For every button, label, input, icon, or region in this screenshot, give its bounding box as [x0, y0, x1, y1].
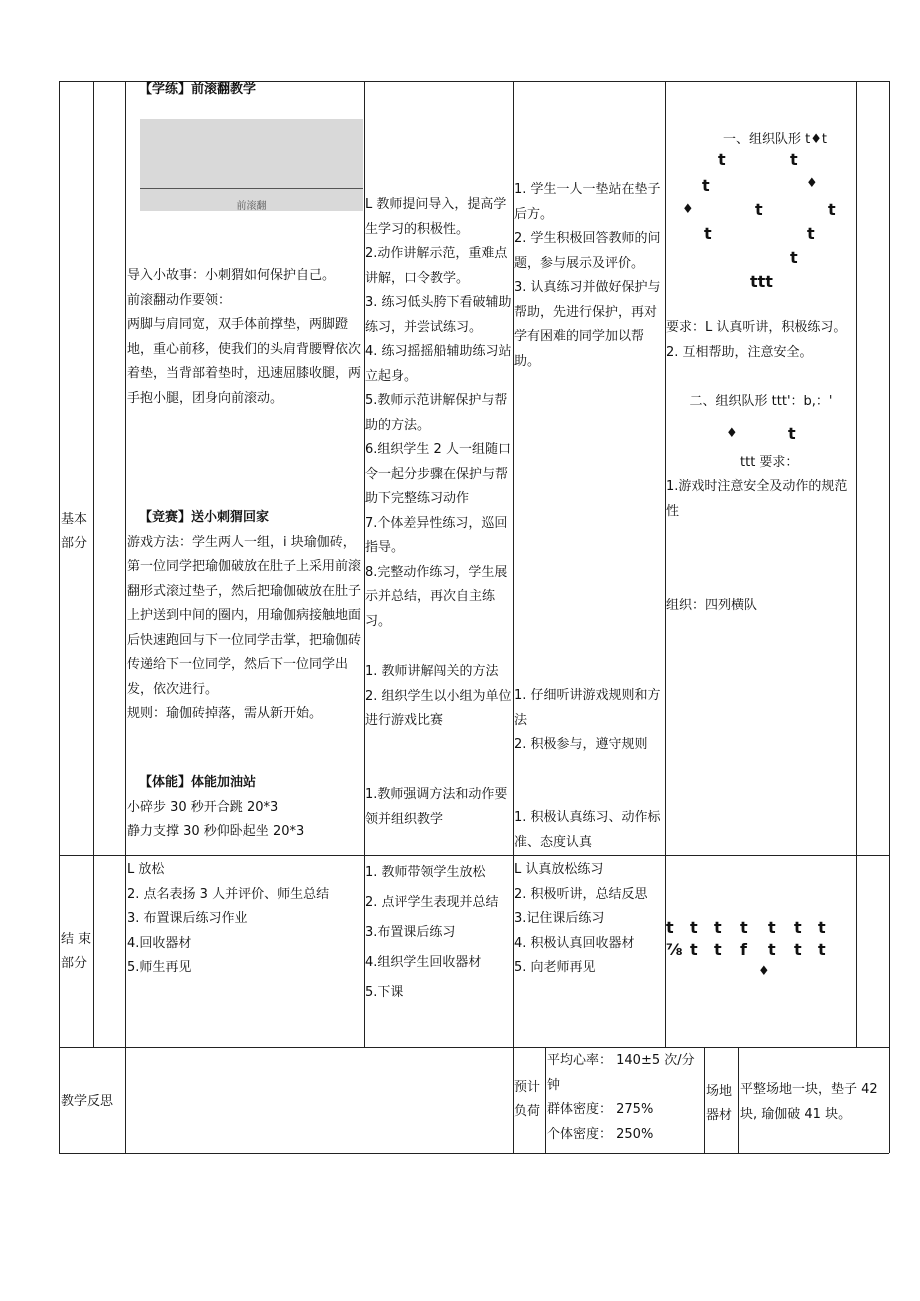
ending-content-line: 3. 布置课后练习作业	[127, 911, 248, 926]
ending-content-line: L 放松	[127, 862, 165, 877]
load-values	[547, 1049, 703, 1147]
formation-marker: ttt	[750, 272, 773, 291]
formation-marker: t	[768, 940, 776, 959]
col-border	[59, 81, 60, 1153]
formation-marker: f	[740, 940, 747, 959]
org-requirements	[666, 316, 856, 365]
teacher-line: 4. 练习摇摇船辅助练习站立起身。	[365, 344, 512, 384]
col-border	[889, 81, 890, 1153]
essentials-title: 前滚翻动作要领：	[127, 292, 232, 308]
formation-marker: ♦	[726, 426, 738, 441]
teacher-line: 5.教师示范讲解保护与帮助的方法。	[365, 393, 508, 433]
formation2-requirement-label: ttt 要求：	[740, 455, 799, 470]
game-rule: 规则：瑜伽砖掉落，需从新开始。	[127, 706, 323, 721]
formation-marker: ♦	[758, 964, 770, 979]
jingsai-heading: 【竞赛】送小刺猬回家	[139, 510, 270, 525]
load-label: 预计 负荷	[514, 1080, 541, 1119]
row-border-ending-end	[59, 1047, 889, 1048]
requirement-3: 1.游戏时注意安全及动作的规范性	[666, 479, 848, 519]
ending-section-label: 结 束 部分	[61, 932, 92, 971]
formation-marker: t	[818, 940, 826, 959]
basic-content-text	[127, 264, 363, 411]
ending-content-cell	[127, 858, 363, 981]
venue-text: 平整场地一块，垫子 42 块, 瑜伽破 41 块。	[740, 1082, 878, 1122]
ending-student-line: 5. 向老师再见	[514, 960, 596, 975]
org-game-requirements	[666, 475, 854, 524]
formation-marker: t	[690, 918, 698, 937]
formation-marker: t	[755, 200, 763, 219]
requirement-1: 要求：L 认真听讲，积极练习。	[666, 320, 847, 335]
basic-student-cell	[514, 178, 664, 374]
col-border	[125, 81, 126, 1153]
student-line: 3. 认真练习并做好保护与帮助，先进行保护，再对学有困难的同学加以帮助。	[514, 280, 661, 369]
ending-content-line: 4.回收器材	[127, 935, 192, 951]
ending-student-cell	[514, 858, 664, 981]
col-border	[856, 81, 857, 1047]
tineng-item-2: 静力支撑 30 秒仰卧起坐 20*3	[127, 824, 305, 839]
individual-density: 个体密度： 250%	[547, 1126, 654, 1142]
game-method: 游戏方法：学生两人一组，i 块瑜伽砖，第一位同学把瑜伽破放在肚子上采用前滚翻形式滚过垫子，然后把瑜伽破放在肚子上护送到中间的圈内，用瑜伽病接触地面后快速跑回与下一位同学击掌，把瑜伽砖传递给下一位同学，然后下一位同学出发，依次进行。	[127, 534, 362, 697]
formation-marker: t	[666, 918, 674, 937]
basic-game-text	[127, 506, 363, 727]
forward-roll-image-ground	[140, 188, 363, 189]
venue-label: 场地 器材	[706, 1084, 733, 1123]
col-border	[704, 1047, 705, 1153]
formation-marker: t	[788, 424, 796, 443]
ending-content-line: 2. 点名表扬 3 人并评价、师生总结	[127, 886, 330, 902]
ending-teacher-cell	[365, 858, 513, 1008]
student-tineng-line: 1. 积极认真练习、动作标准、态度认真	[514, 810, 661, 850]
col-border	[738, 1047, 739, 1153]
row-border-basic-end	[59, 855, 889, 856]
formation-marker: t	[790, 150, 798, 169]
basic-tineng-text	[127, 771, 363, 845]
basic-teacher-game	[365, 660, 513, 734]
teacher-line: 7.个体差异性练习，巡回指导。	[365, 515, 508, 555]
story-text: 导入小故事：小刺猬如何保护自己。	[127, 268, 336, 283]
requirement-2: 2. 互相帮助，注意安全。	[666, 344, 813, 360]
tineng-heading: 【体能】体能加油站	[139, 775, 257, 790]
formation-marker: t	[690, 940, 698, 959]
formation-marker: t	[714, 940, 722, 959]
teacher-game-line: 1. 教师讲解闯关的方法	[365, 664, 499, 679]
teacher-line: L 教师提问导入，提高学生学习的积极性。	[365, 197, 507, 237]
xuelian-heading: 【学练】前滚翻教学	[139, 82, 257, 97]
ending-student-line: L 认真放松练习	[514, 862, 604, 877]
org-four-rows: 组织：四列横队	[666, 598, 758, 613]
basic-teacher-cell	[365, 193, 513, 634]
formation-marker: t	[790, 248, 798, 267]
ending-teacher-line: 3.布置课后练习	[365, 925, 456, 940]
formation-marker: t	[702, 176, 710, 195]
teacher-line: 3. 练习低头胯下看破辅助练习，并尝试练习。	[365, 295, 512, 335]
ending-teacher-line: 1. 教师带领学生放松	[365, 865, 486, 880]
basic-student-game	[514, 684, 664, 758]
formation2-title: 二、组织队形 ttt'：b,：'	[689, 394, 833, 409]
col-border	[93, 81, 94, 1047]
row-border-bottom	[59, 1153, 889, 1154]
formation-marker: ⅞	[666, 940, 683, 959]
ending-student-line: 3.记住课后练习	[514, 911, 605, 926]
formation-marker: t	[768, 918, 776, 937]
reflection-label: 教学反思	[61, 1094, 114, 1109]
formation-marker: t	[794, 940, 802, 959]
teacher-line: 2.动作讲解示范，重难点讲解，口令教学。	[365, 246, 508, 286]
basic-content-cell	[127, 78, 363, 103]
student-game-line: 1. 仔细听讲游戏规则和方法	[514, 688, 661, 728]
formation-marker: ♦	[682, 202, 694, 217]
formation-marker: t	[828, 200, 836, 219]
essentials-text: 两脚与肩同宽，双手体前撑垫，两脚蹬地，重心前移，使我们的头肩背腰臀依次着垫，当背部着垫时，迅速屈膝收腿，两手抱小腿，团身向前滚动。	[127, 317, 362, 406]
student-line: 2. 学生积极回答教师的问题，参与展示及评价。	[514, 231, 661, 271]
formation-marker: t	[807, 224, 815, 243]
formation-marker: t	[704, 224, 712, 243]
basic-student-tineng	[514, 806, 664, 855]
ending-content-line: 5.师生再见	[127, 960, 192, 975]
ending-teacher-line: 2. 点评学生表现并总结	[365, 895, 499, 910]
ending-teacher-line: 4.组织学生回收器材	[365, 955, 482, 970]
formation-marker: t	[714, 918, 722, 937]
student-game-line: 2. 积极参与，遵守规则	[514, 737, 648, 752]
formation-marker: t	[740, 918, 748, 937]
teacher-line: 6.组织学生 2 人一组随口令一起分步骤在保护与帮助下完整练习动作	[365, 442, 511, 506]
ending-student-line: 4. 积极认真回收器材	[514, 935, 635, 951]
forward-roll-image-caption: 前滚翻	[236, 201, 267, 212]
ending-teacher-line: 5.下课	[365, 985, 404, 1000]
student-line: 1. 学生一人一垫站在垫子后方。	[514, 182, 661, 222]
col-border	[545, 1047, 546, 1153]
formation-marker: t	[794, 918, 802, 937]
formation-marker: t	[718, 150, 726, 169]
ending-student-line: 2. 积极听讲，总结反思	[514, 886, 648, 902]
formation-marker: ♦	[806, 176, 818, 191]
teacher-game-line: 2. 组织学生以小组为单位进行游戏比赛	[365, 688, 512, 728]
formation-marker: t	[818, 918, 826, 937]
formation1-diagram	[666, 150, 856, 300]
teacher-tineng-line: 1.教师强调方法和动作要领并组织教学	[365, 787, 508, 827]
formation1-title: 一、组织队形 t♦t	[723, 132, 827, 147]
ending-formation-diagram	[666, 918, 856, 988]
basic-teacher-tineng	[365, 783, 513, 832]
tineng-item-1: 小碎步 30 秒开合跳 20*3	[127, 799, 279, 815]
basic-section-label: 基本 部分	[61, 512, 88, 551]
group-density: 群体密度： 275%	[547, 1102, 654, 1117]
teacher-line: 8.完整动作练习，学生展示并总结，再次自主练习。	[365, 564, 508, 629]
heart-rate: 平均心率： 140±5 次/分钟	[547, 1053, 695, 1093]
